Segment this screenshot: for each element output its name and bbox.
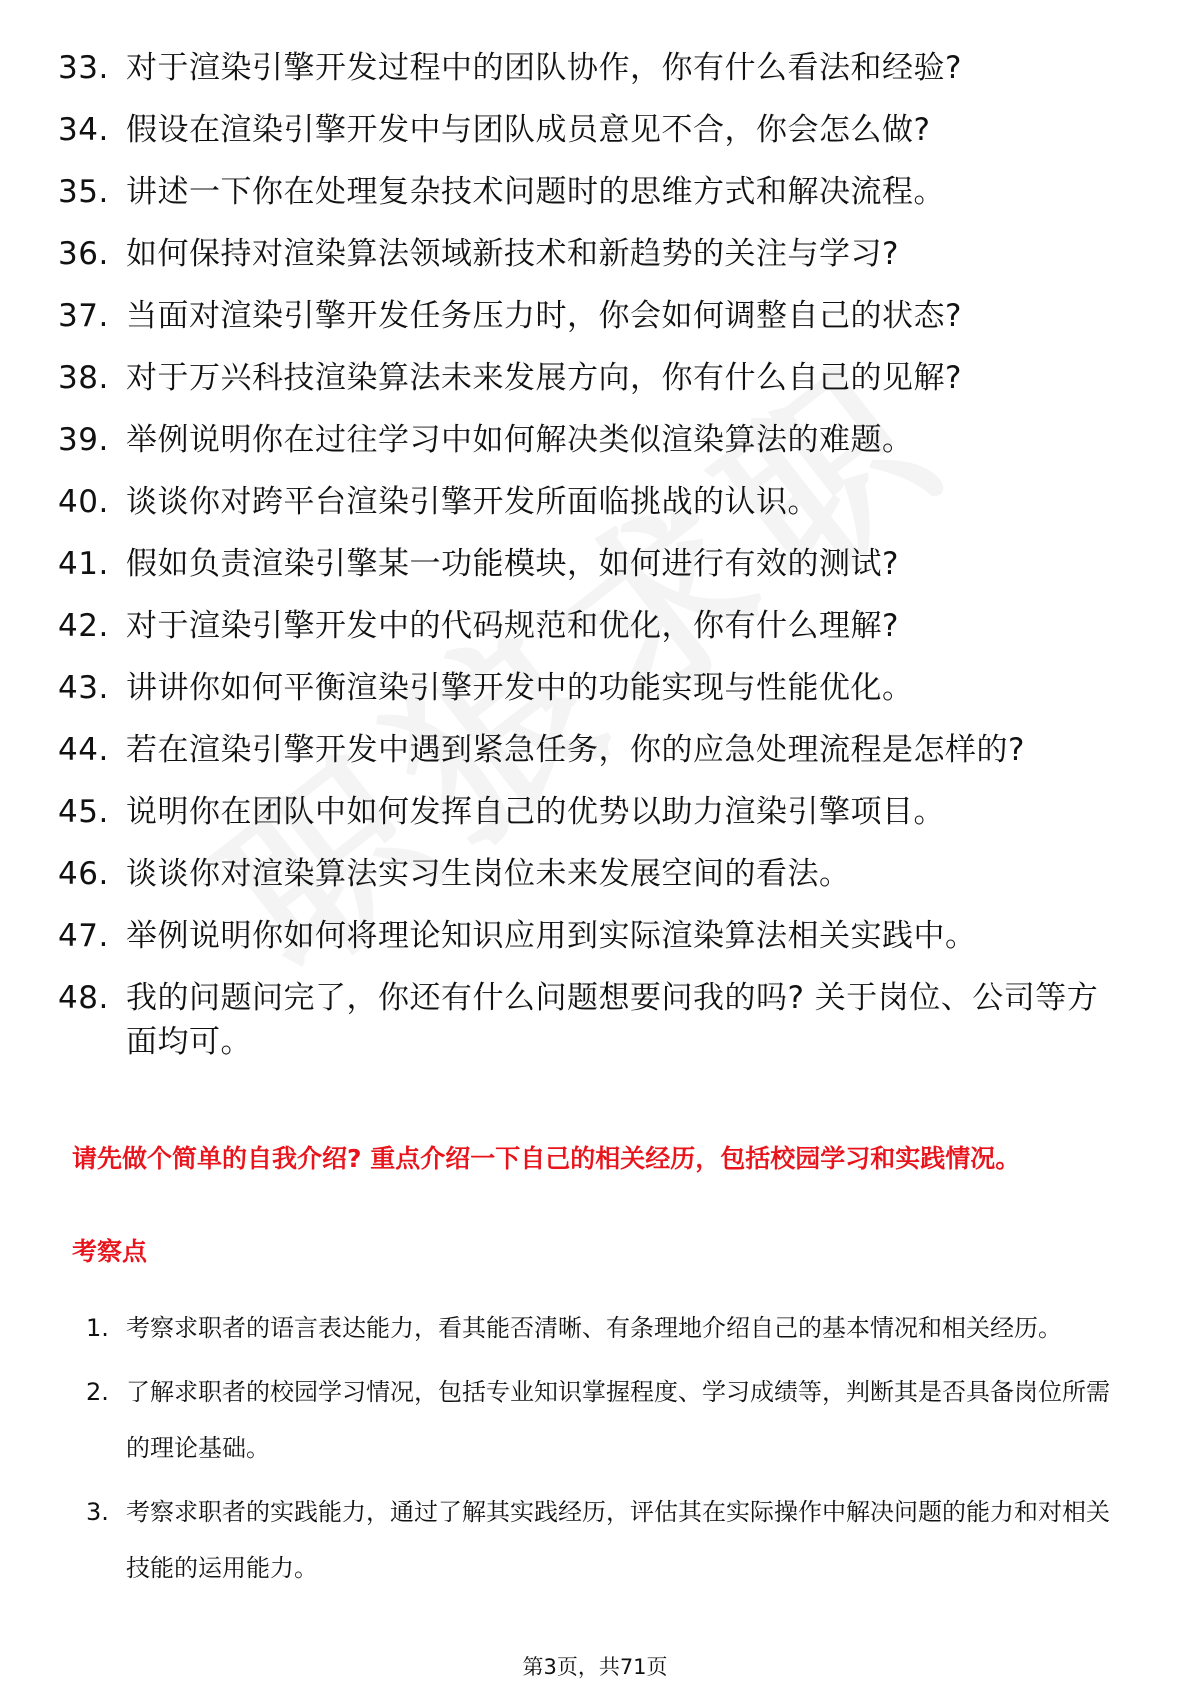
question-item xyxy=(58,790,1118,834)
point-list xyxy=(86,1300,1116,1604)
question-text: 举例说明你在过往学习中如何解决类似渲染算法的难题。 xyxy=(126,422,914,458)
question-text: 对于万兴科技渲染算法未来发展方向，你有什么自己的见解? xyxy=(126,360,962,396)
question-number: 33. xyxy=(58,50,109,86)
point-item xyxy=(86,1300,1116,1356)
question-item xyxy=(58,418,1118,462)
question-text: 若在渲染引擎开发中遇到紧急任务，你的应急处理流程是怎样的? xyxy=(126,732,1025,768)
question-number: 39. xyxy=(58,422,109,458)
question-item xyxy=(58,604,1118,648)
question-number: 44. xyxy=(58,732,109,768)
question-item xyxy=(58,852,1118,896)
point-text: 了解求职者的校园学习情况，包括专业知识掌握程度、学习成绩等，判断其是否具备岗位所需的理论基础。 xyxy=(126,1378,1110,1462)
question-text: 当面对渲染引擎开发任务压力时，你会如何调整自己的状态? xyxy=(126,298,962,334)
question-item xyxy=(58,728,1118,772)
section-title: 请先做个简单的自我介绍? 重点介绍一下自己的相关经历，包括校园学习和实践情况。 xyxy=(72,1144,1021,1173)
point-text: 考察求职者的语言表达能力，看其能否清晰、有条理地介绍自己的基本情况和相关经历。 xyxy=(126,1314,1062,1342)
question-text: 对于渲染引擎开发中的代码规范和优化，你有什么理解? xyxy=(126,608,899,644)
point-text: 考察求职者的实践能力，通过了解其实践经历，评估其在实际操作中解决问题的能力和对相关技能的运用能力。 xyxy=(126,1498,1110,1582)
question-number: 34. xyxy=(58,112,109,148)
question-item xyxy=(58,542,1118,586)
point-item xyxy=(86,1484,1116,1596)
question-number: 40. xyxy=(58,484,109,520)
question-text: 假如负责渲染引擎某一功能模块，如何进行有效的测试? xyxy=(126,546,899,582)
question-number: 37. xyxy=(58,298,109,334)
point-number: 1. xyxy=(86,1314,109,1342)
question-item xyxy=(58,976,1118,1064)
point-item xyxy=(86,1364,1116,1476)
question-item xyxy=(58,46,1118,90)
question-text: 谈谈你对跨平台渲染引擎开发所面临挑战的认识。 xyxy=(126,484,819,520)
question-text: 说明你在团队中如何发挥自己的优势以助力渲染引擎项目。 xyxy=(126,794,945,830)
question-text: 假设在渲染引擎开发中与团队成员意见不合，你会怎么做? xyxy=(126,112,931,148)
point-number: 3. xyxy=(86,1498,109,1526)
question-text: 对于渲染引擎开发过程中的团队协作，你有什么看法和经验? xyxy=(126,50,962,86)
page-footer: 第3页，共71页 xyxy=(522,1655,668,1679)
question-item xyxy=(58,914,1118,958)
question-number: 43. xyxy=(58,670,109,706)
question-text: 如何保持对渲染算法领域新技术和新趋势的关注与学习? xyxy=(126,236,899,272)
question-text: 讲述一下你在处理复杂技术问题时的思维方式和解决流程。 xyxy=(126,174,945,210)
question-item xyxy=(58,108,1118,152)
section-subtitle: 考察点 xyxy=(72,1237,148,1266)
question-item xyxy=(58,356,1118,400)
question-text: 举例说明你如何将理论知识应用到实际渲染算法相关实践中。 xyxy=(126,918,977,954)
question-item xyxy=(58,170,1118,214)
question-number: 36. xyxy=(58,236,109,272)
question-number: 47. xyxy=(58,918,109,954)
question-text: 我的问题问完了，你还有什么问题想要问我的吗? 关于岗位、公司等方面均可。 xyxy=(126,980,1099,1060)
question-number: 35. xyxy=(58,174,109,210)
question-item xyxy=(58,666,1118,710)
question-number: 42. xyxy=(58,608,109,644)
question-number: 48. xyxy=(58,980,109,1016)
question-item xyxy=(58,232,1118,276)
question-item xyxy=(58,294,1118,338)
question-list xyxy=(58,46,1118,1082)
question-number: 41. xyxy=(58,546,109,582)
question-number: 38. xyxy=(58,360,109,396)
question-text: 讲讲你如何平衡渲染引擎开发中的功能实现与性能优化。 xyxy=(126,670,914,706)
question-number: 46. xyxy=(58,856,109,892)
question-item xyxy=(58,480,1118,524)
point-number: 2. xyxy=(86,1378,109,1406)
question-number: 45. xyxy=(58,794,109,830)
question-text: 谈谈你对渲染算法实习生岗位未来发展空间的看法。 xyxy=(126,856,851,892)
